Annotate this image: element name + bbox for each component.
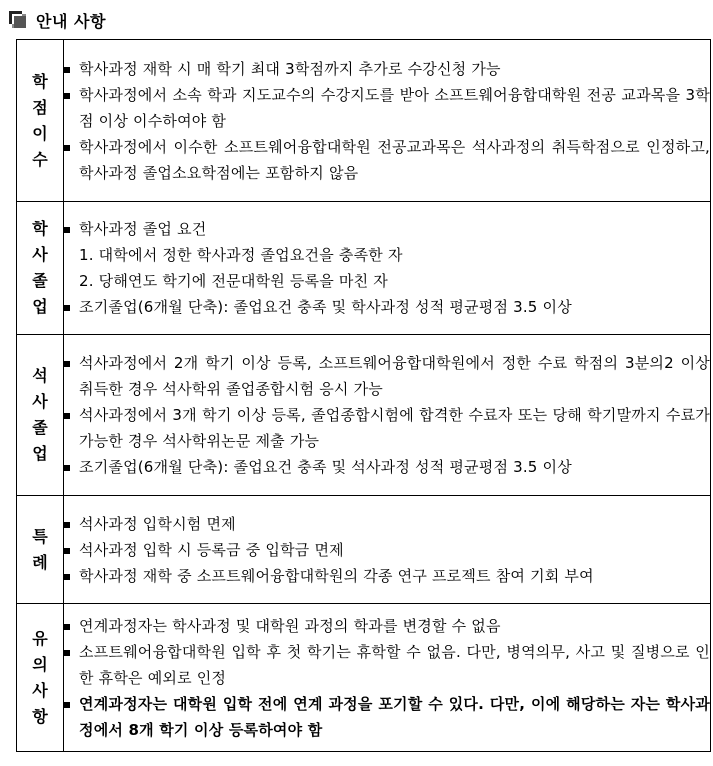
section-bachelor-graduation bbox=[17, 202, 711, 335]
section-label: 유 의 사 항 bbox=[17, 604, 64, 752]
list-item: 학사과정에서 이수한 소프트웨어융합대학원 전공교과목은 석사과정의 취득학점으로 인정하고, 학사과정 졸업소요학점에는 포함하지 않음 bbox=[64, 134, 710, 186]
section-content bbox=[64, 40, 711, 202]
square-bullet-icon bbox=[9, 11, 27, 29]
list-item: 조기졸업(6개월 단축): 졸업요건 충족 및 학사과정 성적 평균평점 3.5 이상 bbox=[64, 294, 710, 320]
section-header bbox=[9, 8, 106, 32]
section-content bbox=[64, 496, 711, 604]
section-master-graduation bbox=[17, 335, 711, 496]
sub-item: 1. 대학에서 정한 학사과정 졸업요건을 충족한 자 bbox=[79, 246, 403, 264]
list-item: 소프트웨어융합대학원 입학 후 첫 학기는 휴학할 수 없음. 다만, 병역의무, 사고 및 질병으로 인한 휴학은 예외로 인정 bbox=[64, 639, 710, 691]
header-title: 안내 사항 bbox=[36, 11, 106, 31]
sub-item: 2. 당해연도 학기에 전문대학원 등록을 마친 자 bbox=[79, 272, 388, 290]
list-item: 석사과정에서 2개 학기 이상 등록, 소프트웨어융합대학원에서 정한 수료 학점의 3분의2 이상 취득한 경우 석사학위 졸업종합시험 응시 가능 bbox=[64, 350, 710, 402]
list-item: 학사과정 재학 시 매 학기 최대 3학점까지 추가로 수강신청 가능 bbox=[64, 56, 710, 82]
list-item: 학사과정 졸업 요건 bbox=[64, 216, 710, 242]
list-item: 조기졸업(6개월 단축): 졸업요건 충족 및 석사과정 성적 평균평점 3.5 이상 bbox=[64, 454, 710, 480]
section-content bbox=[64, 202, 711, 335]
section-cautions bbox=[17, 604, 711, 752]
section-label: 석 사 졸 업 bbox=[17, 335, 64, 496]
section-label: 특 례 bbox=[17, 496, 64, 604]
list-item: 학사과정 재학 중 소프트웨어융합대학원의 각종 연구 프로젝트 참여 기회 부여 bbox=[64, 563, 710, 589]
list-item: 학사과정에서 소속 학과 지도교수의 수강지도를 받아 소프트웨어융합대학원 전공 교과목을 3학점 이상 이수하여야 함 bbox=[64, 82, 710, 134]
list-item: 연계과정자는 학사과정 및 대학원 과정의 학과를 변경할 수 없음 bbox=[64, 613, 710, 639]
list-item-emphasis: 연계과정자는 대학원 입학 전에 연계 과정을 포기할 수 있다. 다만, 이에 해당하는 자는 학사과정에서 8개 학기 이상 등록하여야 함 bbox=[64, 691, 710, 743]
list-item: 석사과정에서 3개 학기 이상 등록, 졸업종합시험에 합격한 수료자 또는 당해 학기말까지 수료가 가능한 경우 석사학위논문 제출 가능 bbox=[64, 402, 710, 454]
section-content bbox=[64, 335, 711, 496]
section-label: 학 사 졸 업 bbox=[17, 202, 64, 335]
notice-table bbox=[16, 39, 711, 752]
section-special-benefits bbox=[17, 496, 711, 604]
list-item: 석사과정 입학시험 면제 bbox=[64, 511, 710, 537]
section-label: 학 점 이 수 bbox=[17, 40, 64, 202]
section-content bbox=[64, 604, 711, 752]
list-item: 석사과정 입학 시 등록금 중 입학금 면제 bbox=[64, 537, 710, 563]
section-credit bbox=[17, 40, 711, 202]
